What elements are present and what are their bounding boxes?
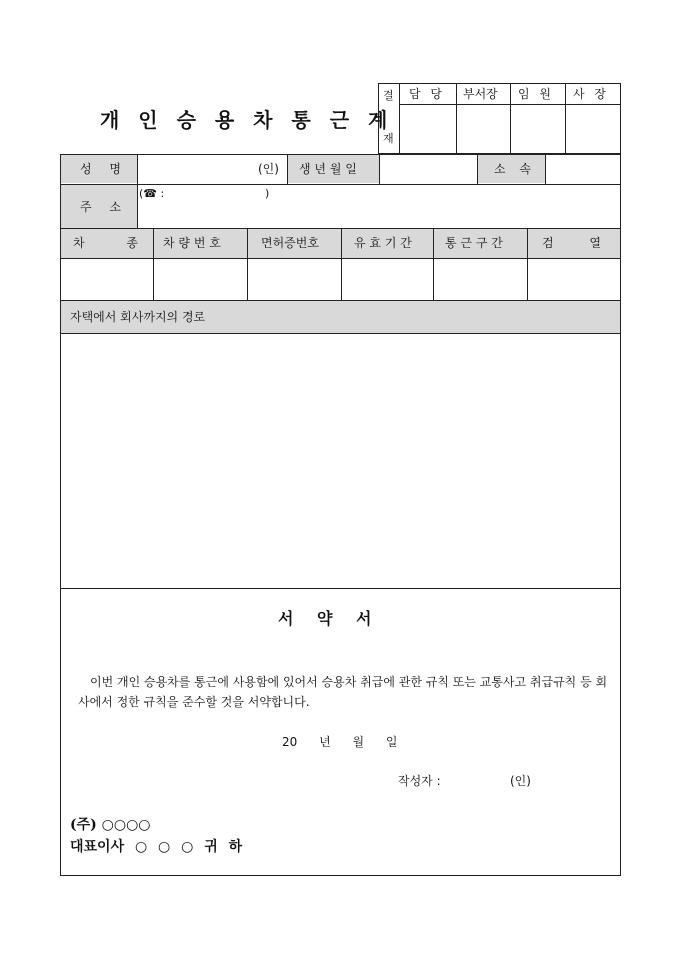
birth-label: 생 년 월 일 xyxy=(299,162,357,176)
approval-sign-president[interactable] xyxy=(566,105,620,153)
approval-col-president: 사 장 xyxy=(573,87,606,101)
name-seal: (인) xyxy=(258,162,279,176)
phone-close: ) xyxy=(265,187,270,200)
name-field[interactable] xyxy=(138,155,256,183)
header-license-number: 면허증번호 xyxy=(261,236,319,250)
writer-label: 작성자 : xyxy=(398,774,441,788)
oath-date: 20 년 월 일 xyxy=(282,735,398,749)
oath-title: 서 약 서 xyxy=(278,609,372,628)
approval-sign-manager[interactable] xyxy=(457,105,510,153)
header-vehicle-type: 차 종 xyxy=(73,236,138,250)
ceo-addressee: 대표이사 ○ ○ ○ 귀 하 xyxy=(70,839,243,855)
valid-period-field[interactable] xyxy=(342,259,433,300)
dept-field[interactable] xyxy=(546,155,620,183)
writer-field[interactable] xyxy=(455,770,505,790)
header-commute-route: 통 근 구 간 xyxy=(445,236,503,250)
approval-label-top: 결 xyxy=(383,89,394,102)
company-name: (주) ○○○○ xyxy=(70,817,151,833)
approval-col-manager: 부서장 xyxy=(463,87,498,101)
approval-col-executive: 임 원 xyxy=(518,87,551,101)
commute-route-field[interactable] xyxy=(434,259,527,300)
address-label: 주 소 xyxy=(80,200,121,214)
route-field[interactable] xyxy=(61,334,620,588)
inspection-field[interactable] xyxy=(528,259,620,300)
route-label: 자택에서 회사까지의 경로 xyxy=(70,310,206,324)
name-label: 성 명 xyxy=(80,162,121,176)
dept-label: 소 속 xyxy=(494,162,531,176)
form-title: 개 인 승 용 차 통 근 계 xyxy=(100,108,394,132)
approval-sign-executive[interactable] xyxy=(511,105,565,153)
vehicle-type-field[interactable] xyxy=(61,259,153,300)
address-field[interactable] xyxy=(138,185,620,227)
header-valid-period: 유 효 기 간 xyxy=(354,236,412,250)
license-number-field[interactable] xyxy=(248,259,341,300)
birth-field[interactable] xyxy=(380,155,476,183)
oath-body: 이번 개인 승용차를 통근에 사용함에 있어서 승용차 취급에 관한 규칙 또는 교통사고 취급규칙 등 회사에서 정한 규칙을 준수할 것을 서약합니다. xyxy=(78,675,608,709)
header-plate-number: 차 량 번 호 xyxy=(163,236,221,250)
approval-label-bottom: 재 xyxy=(383,132,394,145)
approval-sign-staff[interactable] xyxy=(400,105,456,153)
writer-seal: (인) xyxy=(510,774,531,788)
phone-hint: (☎ : xyxy=(139,187,165,200)
header-inspection: 검 열 xyxy=(542,236,601,250)
plate-number-field[interactable] xyxy=(154,259,247,300)
approval-col-staff: 담 당 xyxy=(409,87,442,101)
